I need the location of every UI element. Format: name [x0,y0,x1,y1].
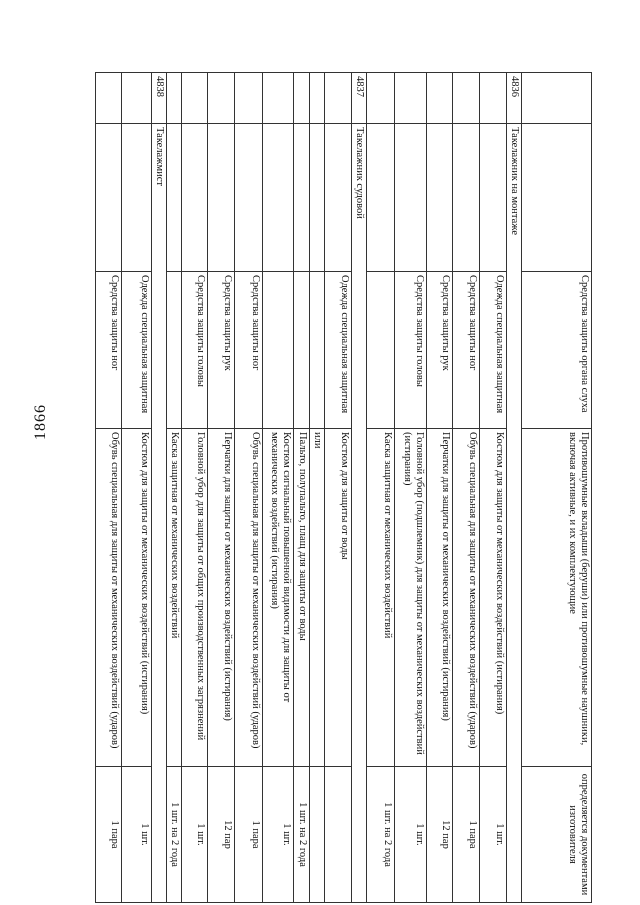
category-cell [294,272,309,429]
norm-cell: 1 шт. [394,767,426,903]
norm-cell [325,767,352,903]
category-cell: Одежда специальная защитная [480,272,507,429]
item-row [309,73,324,903]
empty-cell [480,124,507,272]
item-row [166,73,181,903]
empty-cell [309,73,324,124]
item-row [426,73,453,903]
empty-cell [294,73,309,124]
empty-cell [367,73,395,124]
norm-cell: 1 шт. [182,767,208,903]
empty-cell [367,124,395,272]
item-row [182,73,208,903]
empty-cell [166,73,181,124]
empty-cell [208,73,235,124]
item-row [294,73,309,903]
norm-cell: 1 шт. на 2 года [294,767,309,903]
category-cell: Средства защиты головы [394,272,426,429]
norm-cell: 1 шт. [480,767,507,903]
empty-cell [96,73,122,124]
category-cell: Одежда специальная защитная [325,272,352,429]
description-cell: Костюм для защиты от механических воздействий (истирания) [121,429,151,767]
empty-cell [426,73,453,124]
description-cell: Перчатки для защиты от механических воздействий (истирания) [208,429,235,767]
category-cell: Средства защиты рук [426,272,453,429]
category-cell: Средства защиты головы [182,272,208,429]
rotated-table-container [95,72,592,902]
entry-number: 4838 [151,73,166,124]
empty-cell [522,73,592,124]
empty-cell [182,124,208,272]
item-row [234,73,263,903]
item-row [121,73,151,903]
norm-cell: 1 пара [453,767,480,903]
description-cell: Обувь специальная для защиты от механических воздействий (ударов) [96,429,122,767]
category-cell: Средства защиты ног [234,272,263,429]
empty-cell [182,73,208,124]
empty-cell [263,124,294,272]
empty-cell [294,124,309,272]
empty-cell [453,73,480,124]
item-row [453,73,480,903]
profession-title: Такелажник на монтаже [506,124,521,903]
norm-cell: определяется документами изготовителя [522,767,592,903]
empty-cell [309,124,324,272]
item-row [96,73,122,903]
profession-title: Такелажмист [151,124,166,903]
entry-number: 4836 [506,73,521,124]
category-cell [367,272,395,429]
table-body [96,73,592,903]
norm-cell [309,767,324,903]
category-cell: Средства защиты ног [96,272,122,429]
empty-cell [426,124,453,272]
continuation-row [522,73,592,903]
description-cell: Костюм сигнальный повышенной видимости для защиты от механических воздействий (истирания) [263,429,294,767]
empty-cell [121,73,151,124]
empty-cell [208,124,235,272]
entry-header-row [351,73,366,903]
item-row [394,73,426,903]
empty-cell [394,124,426,272]
empty-cell [522,124,592,272]
norm-cell: 1 пара [96,767,122,903]
item-row [325,73,352,903]
empty-cell [263,73,294,124]
description-cell: Костюм для защиты от воды [325,429,352,767]
norm-cell: 12 пар [426,767,453,903]
norm-cell: 1 шт. [121,767,151,903]
description-cell: Пальто, полупальто, плащ для защиты от воды [294,429,309,767]
empty-cell [166,124,181,272]
description-cell: Обувь специальная для защиты от механических воздействий (ударов) [234,429,263,767]
category-cell: Средства защиты рук [208,272,235,429]
empty-cell [325,73,352,124]
entry-number: 4837 [351,73,366,124]
empty-cell [394,73,426,124]
category-cell [263,272,294,429]
category-cell: Средства защиты органа слуха [522,272,592,429]
description-cell: или [309,429,324,767]
description-cell: Каска защитная от механических воздействий [166,429,181,767]
description-cell: Противошумные вкладыши (беруши) или противошумные наушники, включая активные, и их комплектующие [522,429,592,767]
norm-cell: 1 шт. [263,767,294,903]
entry-header-row [151,73,166,903]
norm-cell: 1 шт. на 2 года [166,767,181,903]
item-row [263,73,294,903]
category-cell [309,272,324,429]
page-number: 1866 [32,404,49,440]
empty-cell [234,73,263,124]
empty-cell [480,73,507,124]
norm-cell: 1 пара [234,767,263,903]
description-cell: Головной убор (подшлемник) для защиты от механических воздействий (истирания) [394,429,426,767]
empty-cell [96,124,122,272]
norm-cell: 1 шт. на 2 года [367,767,395,903]
norm-cell: 12 пар [208,767,235,903]
description-cell: Обувь специальная для защиты от механических воздействий (ударов) [453,429,480,767]
empty-cell [453,124,480,272]
empty-cell [325,124,352,272]
ppe-norms-table [95,72,592,903]
category-cell: Одежда специальная защитная [121,272,151,429]
empty-cell [121,124,151,272]
description-cell: Перчатки для защиты от механических воздействий (истирания) [426,429,453,767]
category-cell: Средства защиты ног [453,272,480,429]
entry-header-row [506,73,521,903]
description-cell: Каска защитная от механических воздействий [367,429,395,767]
item-row [208,73,235,903]
profession-title: Такелажник судовой [351,124,366,903]
item-row [367,73,395,903]
category-cell [166,272,181,429]
description-cell: Костюм для защиты от механических воздействий (истирания) [480,429,507,767]
item-row [480,73,507,903]
description-cell: Головной убор для защиты от общих производственных загрязнений [182,429,208,767]
empty-cell [234,124,263,272]
